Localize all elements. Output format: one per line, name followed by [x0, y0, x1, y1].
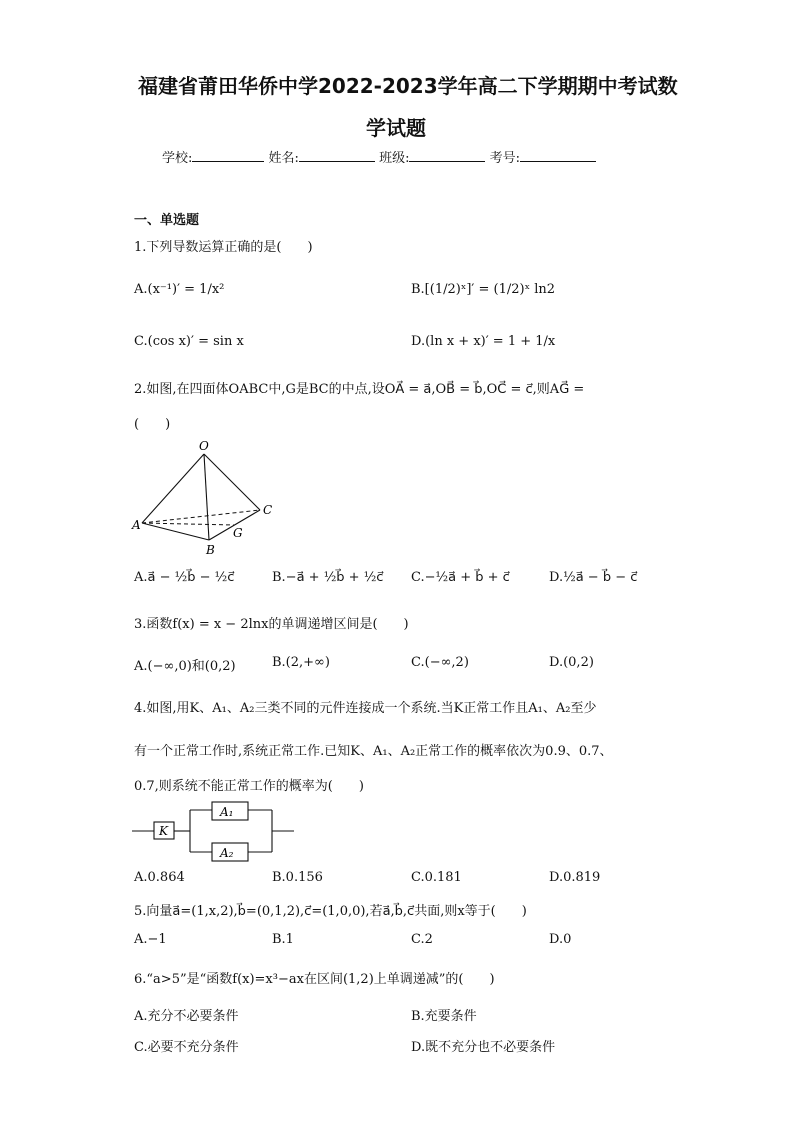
school-blank[interactable]: [192, 149, 264, 162]
question-4-option-c: C.0.181: [411, 870, 462, 885]
point-g-label: G: [233, 526, 243, 540]
question-6-stem: 6.“a>5”是“函数f(x)=x³−ax在区间(1,2)上单调递减”的( ): [134, 972, 495, 987]
question-5-option-a: A.−1: [134, 932, 167, 947]
question-4-option-b: B.0.156: [272, 870, 323, 885]
page-title-line2: 学试题: [366, 116, 426, 140]
question-3-option-c: C.(−∞,2): [411, 655, 469, 670]
exam-number-blank[interactable]: [520, 149, 596, 162]
question-3-option-a: A.(−∞,0)和(0,2): [134, 659, 236, 674]
tetrahedron-figure: [130, 436, 290, 562]
question-1-option-b: B.[(1/2)ˣ]′ = (1/2)ˣ ln2: [411, 282, 556, 297]
vertex-c-label: C: [263, 503, 273, 517]
question-3-option-b: B.(2,+∞): [272, 655, 330, 670]
question-2-option-d: D.½a⃗ − b⃗ − c⃗: [549, 570, 638, 585]
question-1-option-d: D.(ln x + x)′ = 1 + 1/x: [411, 334, 556, 349]
vertex-b-label: B: [206, 543, 215, 557]
question-6-option-d: D.既不充分也不必要条件: [411, 1040, 556, 1055]
question-6-option-c: C.必要不充分条件: [134, 1040, 239, 1055]
question-6-option-a: A.充分不必要条件: [134, 1009, 239, 1024]
class-label: 班级:: [379, 151, 410, 166]
question-2-option-b: B.−a⃗ + ½b⃗ + ½c⃗: [272, 570, 384, 585]
k-component-label: K: [159, 824, 168, 838]
a2-component-label: A₂: [220, 846, 234, 860]
question-3-option-d: D.(0,2): [549, 655, 594, 670]
question-2-stem: 2.如图,在四面体OABC中,G是BC的中点,设OA⃗ = a⃗,OB⃗ = b⃗,OC⃗ = c⃗,则AG⃗ =: [134, 382, 585, 397]
name-label: 姓名:: [268, 151, 299, 166]
a1-component-label: A₁: [220, 805, 234, 819]
section-heading: 一、单选题: [134, 213, 200, 228]
school-label: 学校:: [162, 151, 193, 166]
question-5-option-d: D.0: [549, 932, 572, 947]
question-2-option-c: C.−½a⃗ + b⃗ + c⃗: [411, 570, 510, 585]
question-6-option-b: B.充要条件: [411, 1009, 477, 1024]
question-5-option-b: B.1: [272, 932, 294, 947]
class-blank[interactable]: [409, 149, 485, 162]
question-4-line3: 0.7,则系统不能正常工作的概率为( ): [134, 779, 364, 794]
question-1-stem: 1.下列导数运算正确的是( ): [134, 240, 313, 255]
page-title: 福建省莆田华侨中学2022-2023学年高二下学期期中考试数: [138, 74, 678, 98]
question-2-stem-end: ( ): [134, 417, 171, 432]
question-5-stem: 5.向量a⃗=(1,x,2),b⃗=(0,1,2),c⃗=(1,0,0),若a⃗,b⃗,c⃗共面,则x等于( ): [134, 904, 527, 919]
question-4-line2: 有一个正常工作时,系统正常工作.已知K、A₁、A₂正常工作的概率依次为0.9、0.7、: [134, 744, 613, 759]
question-2-option-a: A.a⃗ − ½b⃗ − ½c⃗: [134, 570, 235, 585]
question-1-option-a: A.(x⁻¹)′ = 1/x²: [134, 282, 225, 297]
question-1-option-c: C.(cos x)′ = sin x: [134, 334, 244, 349]
circuit-figure: [132, 800, 298, 864]
question-4-line1: 4.如图,用K、A₁、A₂三类不同的元件连接成一个系统.当K正常工作且A₁、A₂至少: [134, 701, 597, 716]
info-fields: [162, 147, 596, 166]
name-blank[interactable]: [299, 149, 375, 162]
question-3-stem: 3.函数f(x) = x − 2lnx的单调递增区间是( ): [134, 617, 409, 632]
vertex-a-label: A: [132, 518, 141, 532]
question-4-option-d: D.0.819: [549, 870, 601, 885]
vertex-o-label: O: [199, 439, 209, 453]
question-5-option-c: C.2: [411, 932, 433, 947]
question-4-option-a: A.0.864: [134, 870, 185, 885]
exam-number-label: 考号:: [489, 151, 520, 166]
